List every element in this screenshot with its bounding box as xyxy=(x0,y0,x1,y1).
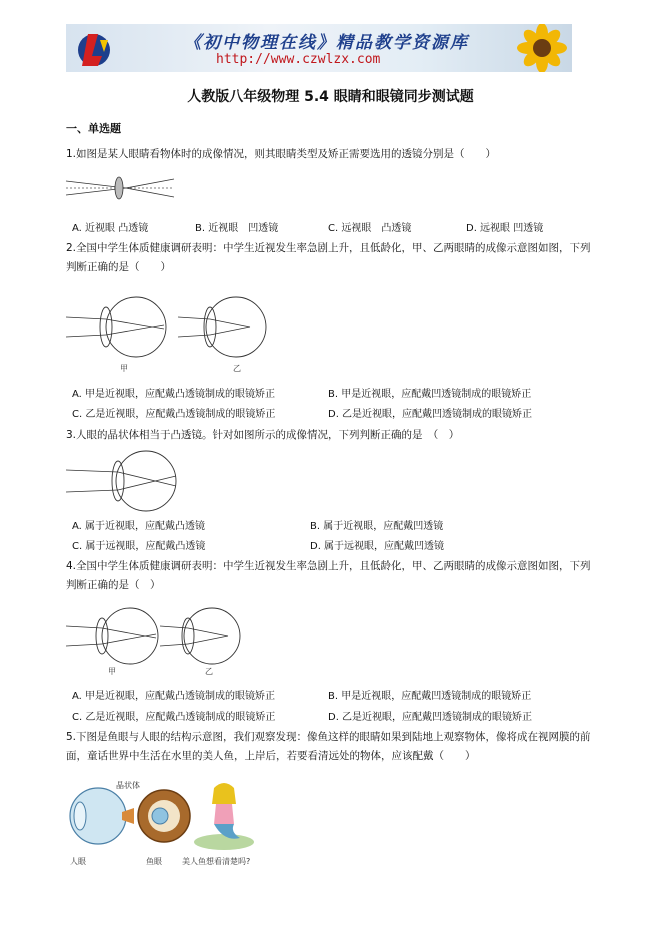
section-heading: 一、单选题 xyxy=(66,122,121,135)
q2-option-d[interactable]: D. 乙是近视眼，应配戴凹透镜制成的眼镜矫正 xyxy=(328,409,533,420)
q2-eye-diagram-yi xyxy=(178,297,278,357)
header-banner xyxy=(66,24,572,72)
question-3-stem: 3.人眼的晶状体相当于凸透镜。针对如图所示的成像情况，下列判断正确的是 （ ） xyxy=(66,429,460,441)
q1-option-a[interactable]: A. 近视眼 凸透镜 xyxy=(72,223,149,234)
logo-icon xyxy=(74,26,114,70)
q4-label-yi: 乙 xyxy=(205,667,213,676)
q2-option-c[interactable]: C. 乙是近视眼，应配戴凸透镜制成的眼镜矫正 xyxy=(72,409,276,420)
q3-eye-diagram xyxy=(66,450,186,512)
q5-fish-eye-illustration xyxy=(136,788,196,848)
page-title: 人教版八年级物理 5.4 眼睛和眼镜同步测试题 xyxy=(187,89,474,105)
banner-url[interactable]: http://www.czwlzx.com xyxy=(216,52,381,67)
question-2-stem: 2.全国中学生体质健康调研表明：中学生近视发生率急剧上升，且低龄化，甲、乙两眼睛的成像示意图如图，下列判断正确的是（ ） xyxy=(66,242,591,273)
q5-human-eye-illustration xyxy=(66,782,136,850)
q4-option-c[interactable]: C. 乙是近视眼，应配戴凸透镜制成的眼镜矫正 xyxy=(72,712,276,723)
q5-label-fish-eye: 鱼眼 xyxy=(146,857,162,866)
q3-option-b[interactable]: B. 属于近视眼，应配戴凹透镜 xyxy=(310,521,444,532)
q3-option-d[interactable]: D. 属于远视眼，应配戴凹透镜 xyxy=(310,541,445,552)
question-5-stem: 5.下图是鱼眼与人眼的结构示意图，我们观察发现：像鱼这样的眼睛如果到陆地上观察物体，像将成在视网膜的前面，童话世界中生活在水里的美人鱼，上岸后，若要看清远处的物体，应该配戴（ ） xyxy=(66,731,591,762)
question-1-stem: 1.如图是某人眼睛看物体时的成像情况，则其眼睛类型及矫正需要选用的透镜分别是（ ） xyxy=(66,148,497,160)
q5-mermaid-illustration xyxy=(190,780,254,850)
q4-eye-diagram-yi xyxy=(160,608,250,664)
q2-eye-diagram-jia xyxy=(66,297,176,357)
q2-option-b[interactable]: B. 甲是近视眼，应配戴凹透镜制成的眼镜矫正 xyxy=(328,389,532,400)
q5-label-lens: 晶状体 xyxy=(116,781,140,790)
sunflower-icon xyxy=(512,24,572,72)
q1-eye-diagram xyxy=(66,173,176,203)
q2-label-yi: 乙 xyxy=(233,364,241,373)
q4-option-a[interactable]: A. 甲是近视眼，应配戴凸透镜制成的眼镜矫正 xyxy=(72,691,276,702)
q4-option-d[interactable]: D. 乙是近视眼，应配戴凹透镜制成的眼镜矫正 xyxy=(328,712,533,723)
q3-option-a[interactable]: A. 属于近视眼，应配戴凸透镜 xyxy=(72,521,206,532)
q2-option-a[interactable]: A. 甲是近视眼，应配戴凸透镜制成的眼镜矫正 xyxy=(72,389,276,400)
banner-title: 《初中物理在线》精品教学资源库 xyxy=(184,33,469,53)
q3-option-c[interactable]: C. 属于远视眼，应配戴凸透镜 xyxy=(72,541,206,552)
q5-label-human-eye: 人眼 xyxy=(70,857,86,866)
q2-label-jia: 甲 xyxy=(120,364,128,373)
q5-label-mermaid: 美人鱼想看清楚吗? xyxy=(182,857,251,866)
q4-option-b[interactable]: B. 甲是近视眼，应配戴凹透镜制成的眼镜矫正 xyxy=(328,691,532,702)
question-4-stem: 4.全国中学生体质健康调研表明：中学生近视发生率急剧上升，且低龄化，甲、乙两眼睛的成像示意图如图，下列判断正确的是（ ） xyxy=(66,560,591,591)
q1-option-c[interactable]: C. 远视眼 凸透镜 xyxy=(328,223,412,234)
q1-option-d[interactable]: D. 远视眼 凹透镜 xyxy=(466,223,544,234)
q4-label-jia: 甲 xyxy=(108,667,116,676)
q1-option-b[interactable]: B. 近视眼 凹透镜 xyxy=(195,223,279,234)
q4-eye-diagram-jia xyxy=(66,608,166,664)
